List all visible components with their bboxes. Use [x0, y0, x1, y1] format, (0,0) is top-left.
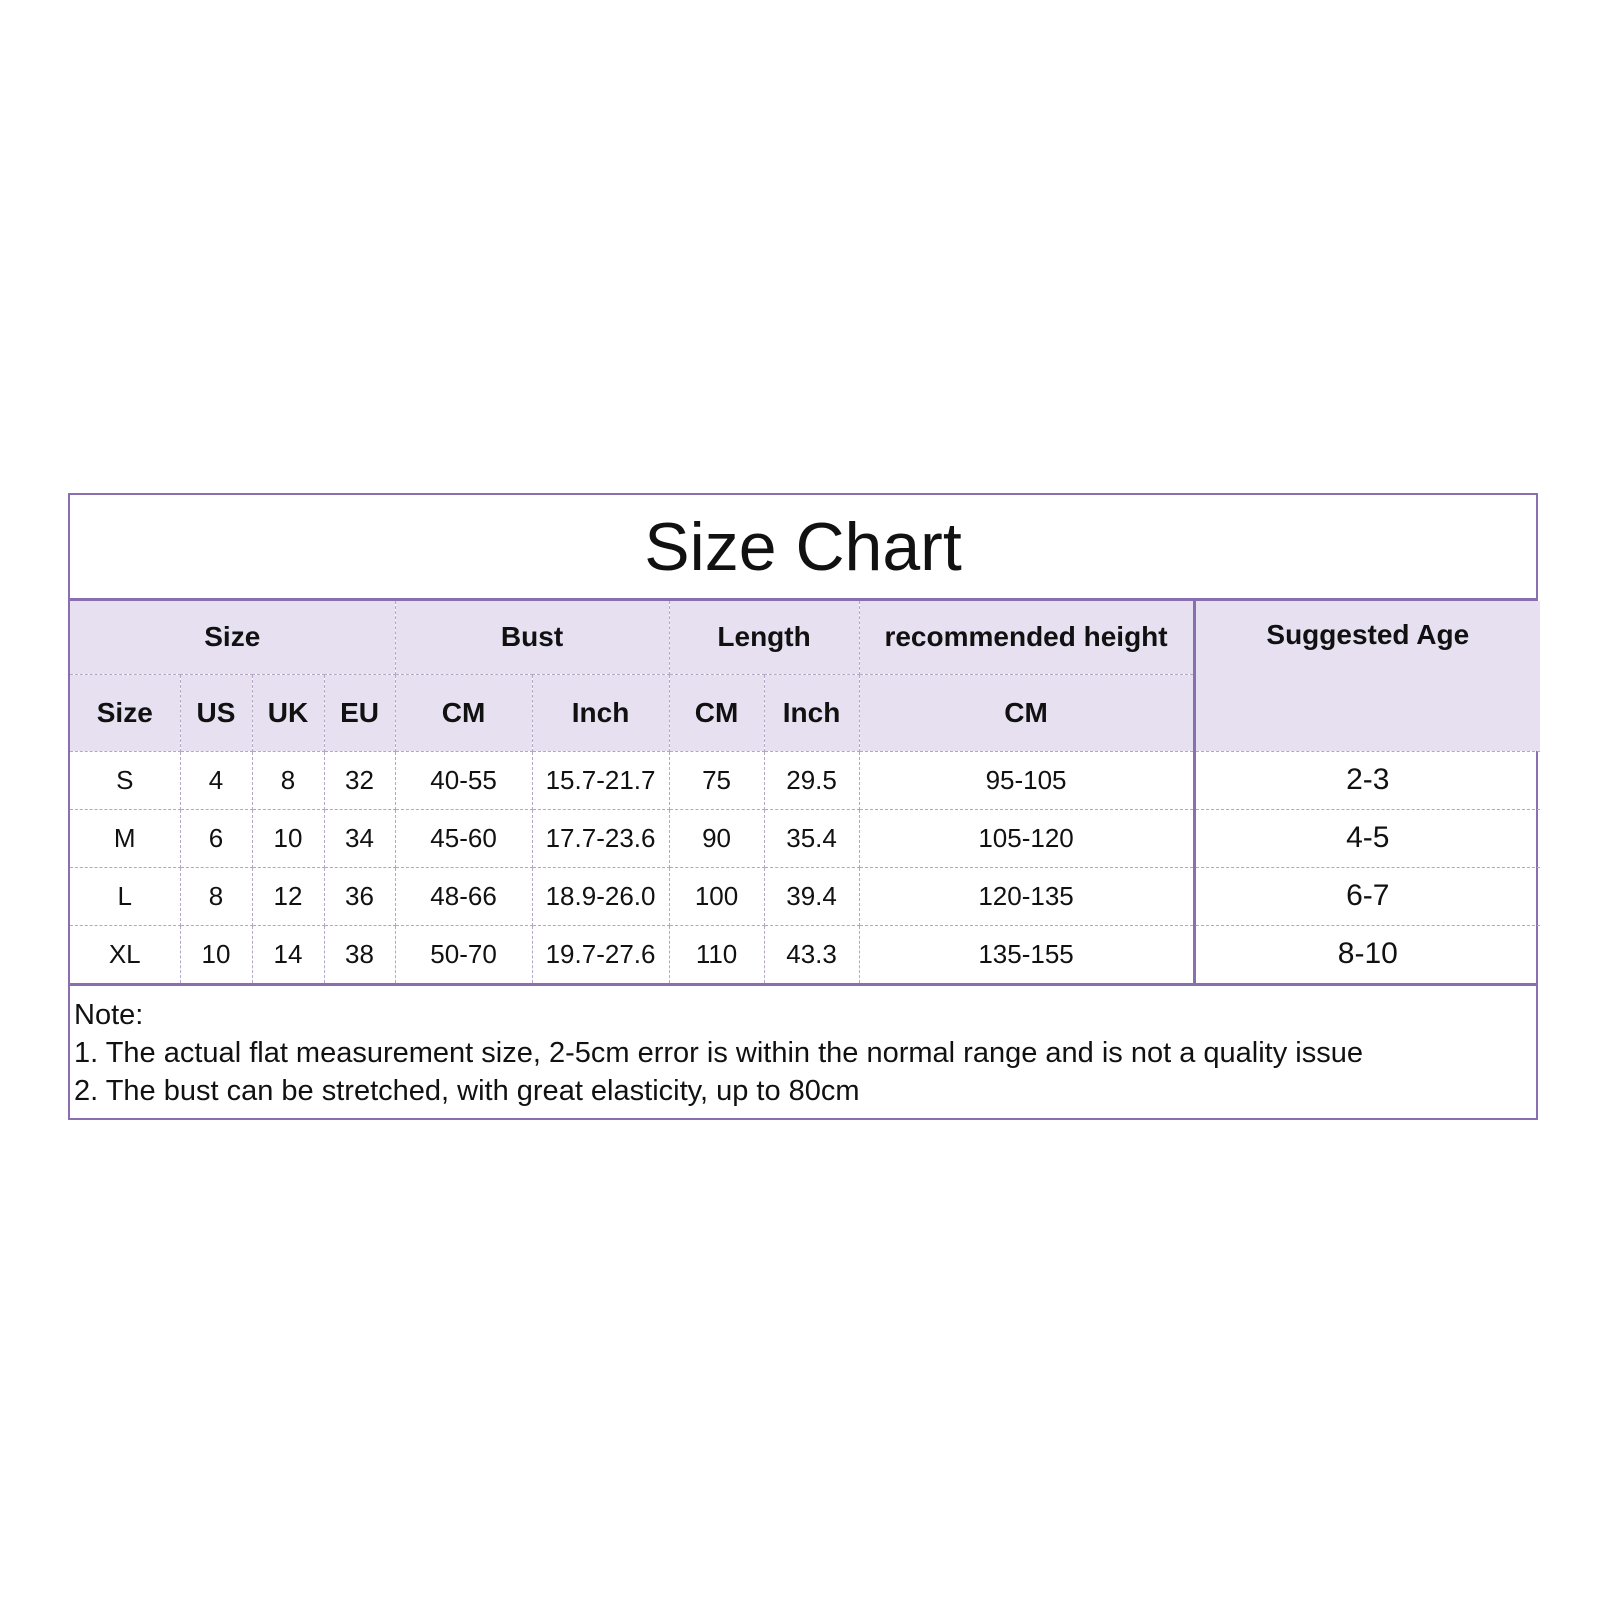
- group-header-bust: Bust: [395, 601, 669, 674]
- size-table: [70, 601, 1540, 983]
- cell-eu: 34: [324, 809, 395, 867]
- cell-us: 10: [180, 925, 252, 983]
- notes-heading: Note:: [74, 999, 144, 1031]
- cell-length-cm: 90: [669, 809, 764, 867]
- cell-eu: 32: [324, 751, 395, 809]
- subheader-eu: EU: [324, 674, 395, 751]
- note-line-2: 2. The bust can be stretched, with great elasticity, up to 80cm: [74, 1075, 860, 1107]
- cell-length-cm: 75: [669, 751, 764, 809]
- cell-us: 4: [180, 751, 252, 809]
- table-row: [70, 925, 1540, 983]
- subheader-length-inch: Inch: [764, 674, 859, 751]
- cell-age: 6-7: [1194, 867, 1540, 925]
- cell-bust-inch: 18.9-26.0: [532, 867, 669, 925]
- subheader-bust-inch: Inch: [532, 674, 669, 751]
- table-row: [70, 809, 1540, 867]
- cell-length-cm: 100: [669, 867, 764, 925]
- cell-size: L: [70, 867, 180, 925]
- cell-us: 8: [180, 867, 252, 925]
- cell-bust-cm: 45-60: [395, 809, 532, 867]
- subheader-size: Size: [70, 674, 180, 751]
- cell-uk: 8: [252, 751, 324, 809]
- cell-bust-cm: 40-55: [395, 751, 532, 809]
- notes-section: [70, 983, 1536, 1118]
- cell-size: S: [70, 751, 180, 809]
- cell-uk: 10: [252, 809, 324, 867]
- cell-bust-cm: 50-70: [395, 925, 532, 983]
- group-header-size: Size: [70, 601, 395, 674]
- group-header-length: Length: [669, 601, 859, 674]
- table-row: [70, 751, 1540, 809]
- cell-age: 4-5: [1194, 809, 1540, 867]
- subheader-uk: UK: [252, 674, 324, 751]
- cell-age: 8-10: [1194, 925, 1540, 983]
- cell-height-cm: 105-120: [859, 809, 1194, 867]
- cell-us: 6: [180, 809, 252, 867]
- cell-eu: 38: [324, 925, 395, 983]
- cell-bust-inch: 15.7-21.7: [532, 751, 669, 809]
- cell-size: M: [70, 809, 180, 867]
- note-line-1: 1. The actual flat measurement size, 2-5cm error is within the normal range and is not a quality issue: [74, 1037, 1363, 1069]
- chart-title: Size Chart: [70, 495, 1536, 601]
- cell-length-inch: 39.4: [764, 867, 859, 925]
- cell-bust-cm: 48-66: [395, 867, 532, 925]
- subheader-height-cm: CM: [859, 674, 1194, 751]
- cell-height-cm: 135-155: [859, 925, 1194, 983]
- cell-bust-inch: 17.7-23.6: [532, 809, 669, 867]
- cell-length-inch: 29.5: [764, 751, 859, 809]
- cell-age: 2-3: [1194, 751, 1540, 809]
- table-row: [70, 867, 1540, 925]
- cell-height-cm: 95-105: [859, 751, 1194, 809]
- cell-length-cm: 110: [669, 925, 764, 983]
- cell-uk: 12: [252, 867, 324, 925]
- size-chart: [68, 493, 1538, 1120]
- group-header-height: recommended height: [859, 601, 1194, 674]
- cell-height-cm: 120-135: [859, 867, 1194, 925]
- cell-eu: 36: [324, 867, 395, 925]
- subheader-us: US: [180, 674, 252, 751]
- subheader-bust-cm: CM: [395, 674, 532, 751]
- cell-length-inch: 43.3: [764, 925, 859, 983]
- subheader-length-cm: CM: [669, 674, 764, 751]
- cell-length-inch: 35.4: [764, 809, 859, 867]
- cell-size: XL: [70, 925, 180, 983]
- cell-uk: 14: [252, 925, 324, 983]
- cell-bust-inch: 19.7-27.6: [532, 925, 669, 983]
- group-header-age: Suggested Age: [1194, 601, 1540, 751]
